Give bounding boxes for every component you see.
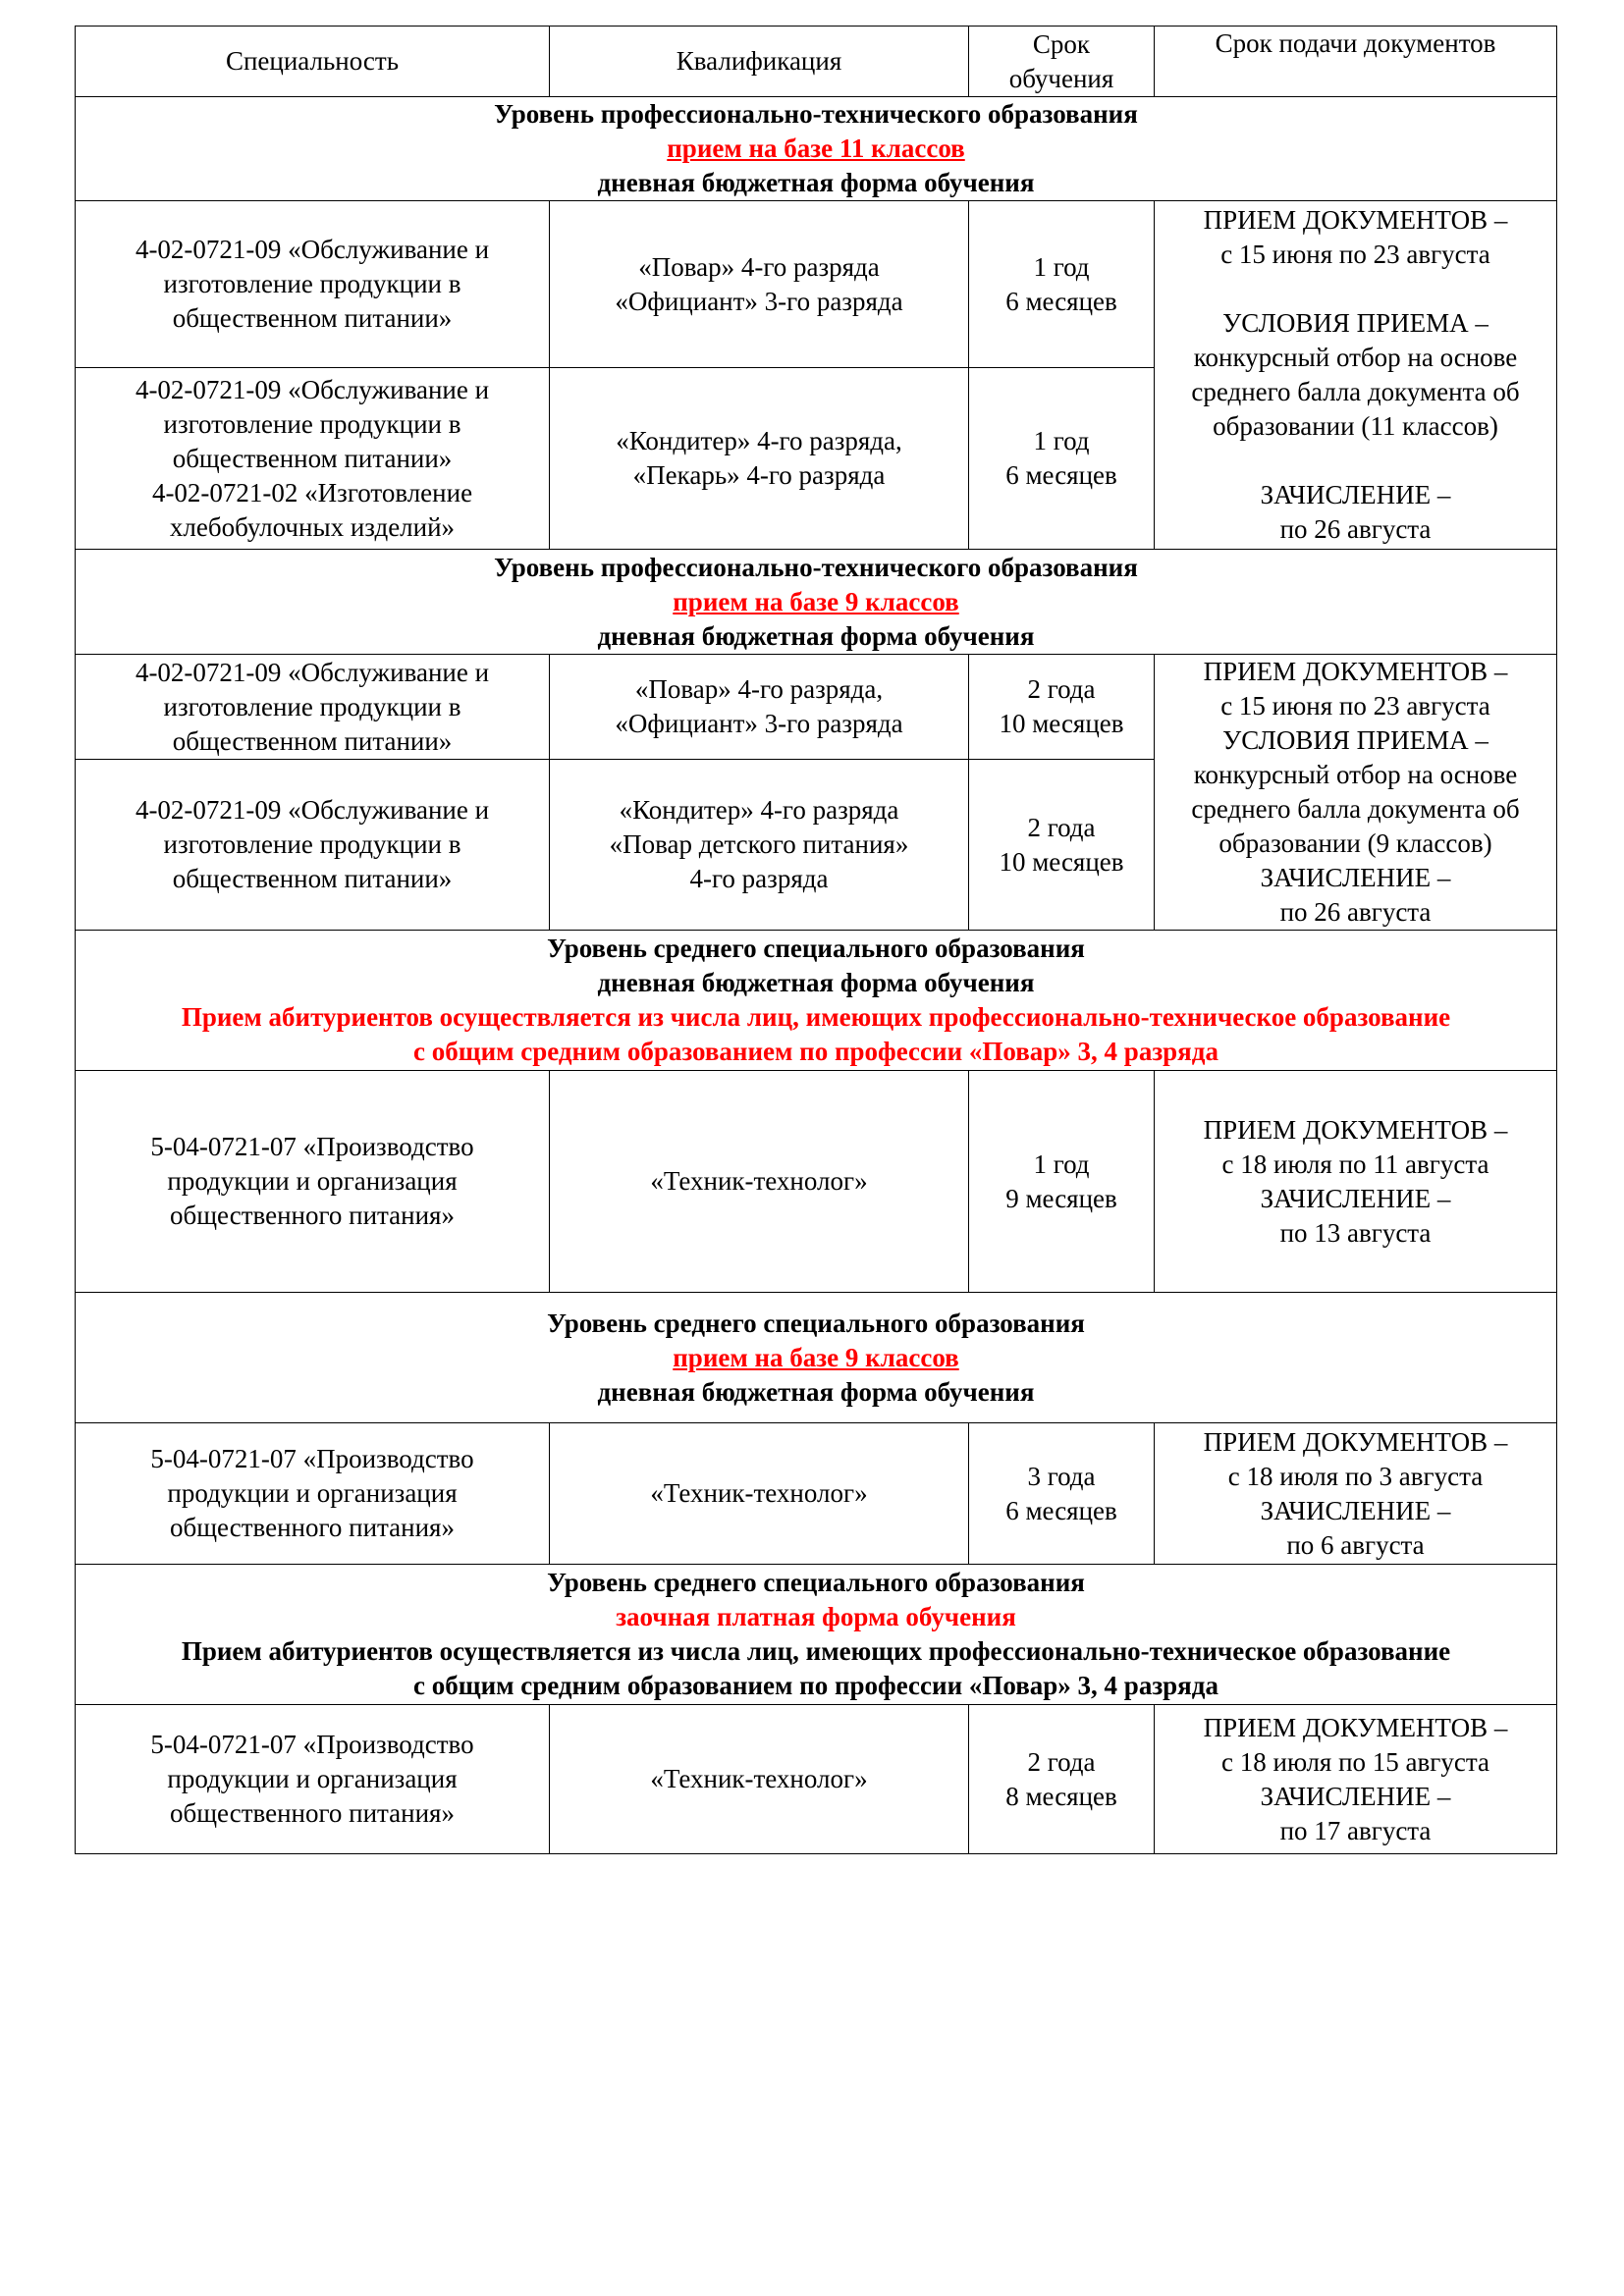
section-header bbox=[76, 931, 1557, 1071]
specialty-cell: 4-02-0721-09 «Обслуживание и изготовление продукции в общественном питании» bbox=[76, 201, 550, 368]
specialty-cell: 4-02-0721-09 «Обслуживание и изготовление продукции в общественном питании» bbox=[76, 655, 550, 760]
term-cell: 1 год 6 месяцев bbox=[969, 368, 1155, 550]
term-cell: 2 года 8 месяцев bbox=[969, 1705, 1155, 1854]
deadline-cell: ПРИЕМ ДОКУМЕНТОВ – с 18 июля по 11 августа ЗАЧИСЛЕНИЕ – по 13 августа bbox=[1155, 1071, 1557, 1293]
table-row bbox=[76, 201, 1557, 368]
table-row bbox=[76, 1071, 1557, 1293]
section-header bbox=[76, 550, 1557, 655]
section-header bbox=[76, 1565, 1557, 1705]
header-term: Срок обучения bbox=[969, 27, 1155, 97]
section-header bbox=[76, 97, 1557, 201]
table-row bbox=[76, 655, 1557, 760]
specialty-cell: 5-04-0721-07 «Производство продукции и организация общественного питания» bbox=[76, 1071, 550, 1293]
qualification-cell: «Техник-технолог» bbox=[550, 1071, 969, 1293]
qualification-cell: «Повар» 4-го разряда, «Официант» 3-го разряда bbox=[550, 655, 969, 760]
specialty-cell: 4-02-0721-09 «Обслуживание и изготовление продукции в общественном питании» 4-02-0721-02 «Изготовление хлебобулочных изделий» bbox=[76, 368, 550, 550]
specialty-cell: 5-04-0721-07 «Производство продукции и организация общественного питания» bbox=[76, 1705, 550, 1854]
qualification-cell: «Кондитер» 4-го разряда, «Пекарь» 4-го разряда bbox=[550, 368, 969, 550]
term-cell: 2 года 10 месяцев bbox=[969, 760, 1155, 931]
qualification-cell: «Кондитер» 4-го разряда «Повар детского питания» 4-го разряда bbox=[550, 760, 969, 931]
section-4-header: Уровень среднего специального образования прием на базе 9 классов дневная бюджетная форма обучения bbox=[76, 1293, 1557, 1423]
qualification-cell: «Техник-технолог» bbox=[550, 1423, 969, 1565]
deadline-cell: ПРИЕМ ДОКУМЕНТОВ – с 15 июня по 23 августа УСЛОВИЯ ПРИЕМА – конкурсный отбор на основе среднего балла документа об образовании (11 классов) ЗАЧИСЛЕНИЕ – по 26 августа bbox=[1155, 201, 1557, 550]
qualification-cell: «Повар» 4-го разряда «Официант» 3-го разряда bbox=[550, 201, 969, 368]
header-specialty: Специальность bbox=[76, 27, 550, 97]
section-2-header: Уровень профессионально-технического образования прием на базе 9 классов дневная бюджетная форма обучения bbox=[76, 550, 1557, 655]
admission-table bbox=[75, 26, 1557, 1854]
term-cell: 3 года 6 месяцев bbox=[969, 1423, 1155, 1565]
section-header bbox=[76, 1293, 1557, 1423]
deadline-cell: ПРИЕМ ДОКУМЕНТОВ – с 18 июля по 3 августа ЗАЧИСЛЕНИЕ – по 6 августа bbox=[1155, 1423, 1557, 1565]
section-5-header: Уровень среднего специального образования заочная платная форма обучения Прием абитуриентов осуществляется из числа лиц, имеющих профессионально-техническое образование с общим средним образованием по профессии «Повар» 3, 4 разряда bbox=[76, 1565, 1557, 1705]
header-deadline: Срок подачи документов bbox=[1155, 27, 1557, 97]
header-row bbox=[76, 27, 1557, 97]
term-cell: 1 год 6 месяцев bbox=[969, 201, 1155, 368]
deadline-cell: ПРИЕМ ДОКУМЕНТОВ – с 15 июня по 23 августа УСЛОВИЯ ПРИЕМА – конкурсный отбор на основе среднего балла документа об образовании (9 классов) ЗАЧИСЛЕНИЕ – по 26 августа bbox=[1155, 655, 1557, 931]
specialty-cell: 4-02-0721-09 «Обслуживание и изготовление продукции в общественном питании» bbox=[76, 760, 550, 931]
term-cell: 1 год 9 месяцев bbox=[969, 1071, 1155, 1293]
deadline-cell: ПРИЕМ ДОКУМЕНТОВ – с 18 июля по 15 августа ЗАЧИСЛЕНИЕ – по 17 августа bbox=[1155, 1705, 1557, 1854]
section-3-header: Уровень среднего специального образования дневная бюджетная форма обучения Прием абитуриентов осуществляется из числа лиц, имеющих профессионально-техническое образование с общим средним образованием по профессии «Повар» 3, 4 разряда bbox=[76, 931, 1557, 1071]
header-qualification: Квалификация bbox=[550, 27, 969, 97]
table-row bbox=[76, 1705, 1557, 1854]
table-row bbox=[76, 1423, 1557, 1565]
term-cell: 2 года 10 месяцев bbox=[969, 655, 1155, 760]
specialty-cell: 5-04-0721-07 «Производство продукции и организация общественного питания» bbox=[76, 1423, 550, 1565]
qualification-cell: «Техник-технолог» bbox=[550, 1705, 969, 1854]
section-1-header: Уровень профессионально-технического образования прием на базе 11 классов дневная бюджетная форма обучения bbox=[76, 97, 1557, 201]
